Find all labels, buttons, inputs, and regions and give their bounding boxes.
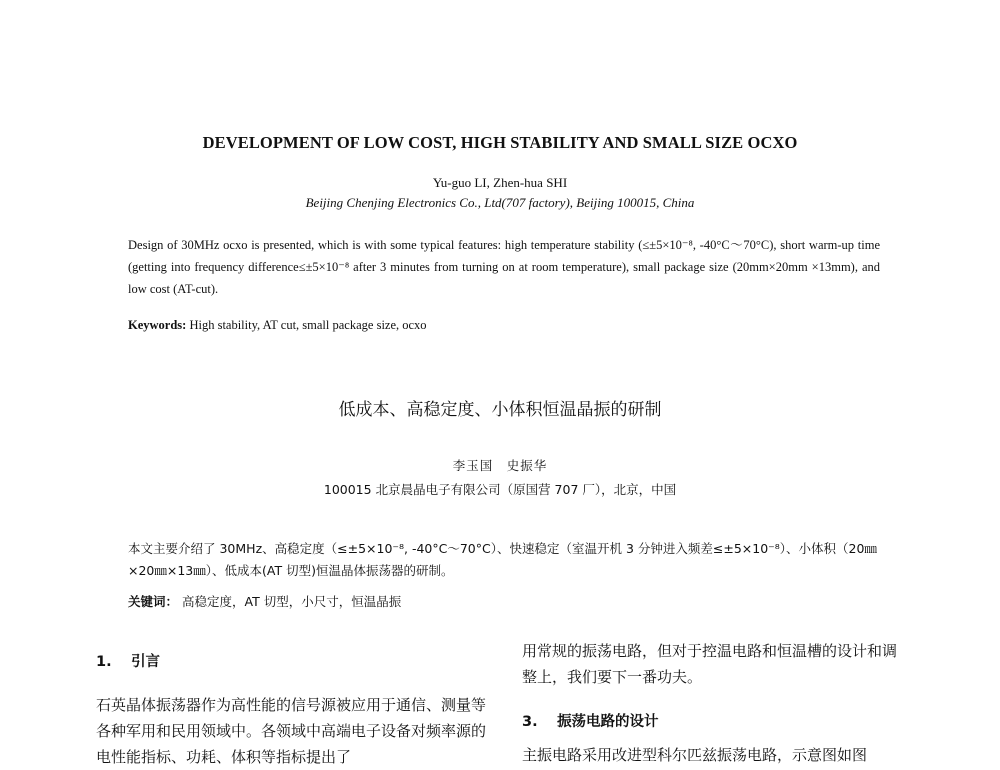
section-title-introduction: 引言 (131, 654, 161, 670)
introduction-paragraph: 石英晶体振荡器作为高性能的信号源被应用于通信、测量等各种军用和民用领域中。各领域中高端电子设备对频率源的电性能指标、功耗、体积等指标提出了 (96, 696, 487, 766)
right-column-continuation: 用常规的振荡电路，但对于控温电路和恒温槽的设计和调整上，我们要下一番功夫。 (522, 642, 898, 686)
paper-title-chinese: 低成本、高稳定度、小体积恒温晶振的研制 (338, 400, 662, 420)
section-title-oscillator-design: 振荡电路的设计 (557, 714, 659, 730)
section-heading-oscillator-design (522, 710, 659, 731)
keywords-value-english: High stability, AT cut, small package size, ocxo (189, 318, 427, 332)
abstract-english: Design of 30MHz ocxo is presented, which is with some typical features: high temperature stability (≤±5×10⁻⁸, -40°C～70°C), short warm-up time (getting into frequency difference≤±5×10⁻⁸ after 3 minutes from turning on at room temperature), small package size (20mm×20mm ×13mm), and low cost (AT-cut). (128, 238, 880, 296)
affiliation-english: Beijing Chenjing Electronics Co., Ltd(707 factory), Beijing 100015, China (305, 195, 695, 210)
keywords-label-english: Keywords: (128, 318, 187, 332)
oscillator-design-paragraph: 主振电路采用改进型科尔匹兹振荡电路，示意图如图 (522, 746, 868, 764)
affiliation-chinese: 100015 北京晨晶电子有限公司（原国营 707 厂），北京，中国 (323, 482, 677, 497)
keywords-value-chinese: 高稳定度，AT 切型，小尺寸，恒温晶振 (182, 594, 402, 609)
authors-english: Yu-guo LI, Zhen-hua SHI (432, 175, 568, 190)
section-heading-introduction (96, 650, 160, 671)
keywords-label-chinese: 关键词： (128, 594, 179, 609)
paper-title-english: DEVELOPMENT OF LOW COST, HIGH STABILITY AND SMALL SIZE OCXO (202, 133, 798, 152)
section-number-oscillator-design: 3. (522, 714, 538, 730)
keywords-chinese (128, 592, 401, 610)
keywords-english (128, 318, 427, 333)
abstract-chinese: 本文主要介绍了 30MHz、高稳定度（≤±5×10⁻⁸, -40°C～70°C）、快速稳定（室温开机 3 分钟进入频差≤±5×10⁻⁸）、小体积（20㎜×20㎜×13㎜）、低成本(AT 切型)恒温晶体振荡器的研制。 (128, 541, 877, 578)
authors-chinese: 李玉国 史振华 (452, 458, 548, 473)
section-number-introduction: 1. (96, 654, 112, 670)
